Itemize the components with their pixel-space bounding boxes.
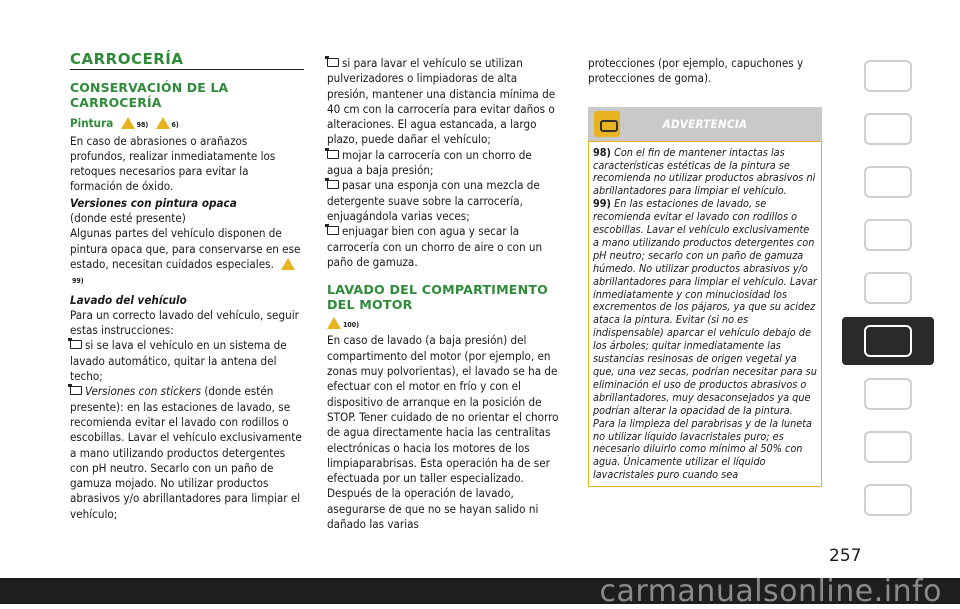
bullet-icon — [327, 58, 339, 67]
bullet-icon — [327, 180, 339, 189]
motor-section-title: LAVADO DEL COMPARTIMENTO DEL MOTOR — [327, 282, 549, 313]
car-info-icon — [864, 113, 912, 145]
bullet-icon — [327, 150, 339, 159]
column-1 — [70, 52, 304, 522]
chapter-tab-maintenance[interactable] — [842, 317, 934, 365]
chapter-tab-multimedia[interactable] — [842, 423, 934, 471]
chapter-tab-dashboard[interactable] — [842, 52, 934, 100]
column-3 — [588, 56, 822, 487]
ref-link-98[interactable]: 98) — [136, 121, 149, 130]
ref-link-6[interactable]: 6) — [171, 121, 179, 130]
warning-box — [588, 141, 822, 488]
opaca-heading: Versiones con pintura opaca — [70, 195, 237, 210]
specs-list-icon — [864, 378, 912, 410]
alphabet-index-icon — [864, 484, 912, 516]
pintura-heading-line — [70, 116, 304, 133]
bullet-icon — [327, 226, 339, 235]
bullet-item: si se lava el vehículo en un sistema de lavado automático, quitar la antena del techo; — [70, 338, 287, 384]
bullet-item: Versiones con stickers (donde estén presente): en las estaciones de lavado, se recomienda evitar el lavado con rodillos o escobillas. Lavar el vehículo exclusivamente a mano utilizando productos detergentes con pH neutro. Secarlo con un paño de gamuza mojado. No utilizar productos abrasivos y/o abrillantadores para limpiar el vehículo; — [70, 384, 302, 521]
bullet-item: enjuagar bien con agua y secar la carrocería con un chorro de aire o con un paño de gamuza. — [327, 224, 543, 269]
bullet-icon — [70, 340, 82, 349]
motor-ref-line — [327, 316, 561, 333]
warning-icon — [281, 258, 295, 270]
footer-watermark: carmanualsonline.info — [599, 574, 942, 609]
page-number: 257 — [829, 546, 862, 566]
paragraph: Algunas partes del vehículo disponen de pintura opaca que, para conservarse en ese estado, necesitan cuidados especiales. 99) — [70, 226, 301, 286]
paragraph: En caso de lavado (a baja presión) del compartimento del motor (por ejemplo, en zonas muy polvorientas), el lavado se ha de efectuar con el motor en frío y con el dispositivo de arranque en la posición de STOP. Tener cuidado de no orientar el chorro de agua directamente hacia las centralitas electrónicas o hacia los motores de los limpiaparabrisas. Esta operación ha de ser efectuada por un taller especializado. Después de la operación de lavado, asegurarse de que no se hayan salido ni dañado las varias — [327, 333, 559, 532]
chapter-tab-lights[interactable] — [842, 158, 934, 206]
chapter-tab-vehicle[interactable] — [842, 105, 934, 153]
warning-icon — [121, 117, 135, 129]
bullet-item: si para lavar el vehículo se utilizan pulverizadores o limpiadoras de alta presión, mantener una distancia mínima de 40 cm con la carrocería para evitar daños o alteraciones. El agua estancada, a largo plazo, puede dañar el vehículo; — [327, 56, 556, 147]
music-icon — [864, 431, 912, 463]
warning-icon — [327, 317, 341, 329]
caution-icon — [156, 117, 170, 129]
chapter-tab-specs[interactable] — [842, 370, 934, 418]
bullet-item: mojar la carrocería con un chorro de agua a baja presión; — [327, 147, 532, 178]
steering-wheel-icon — [864, 219, 912, 251]
ref-link-99[interactable]: 99) — [72, 277, 84, 286]
warning-item: 98) Con el fin de mantener intactas las características estéticas de la pintura se recomienda no utilizar productos abrasivos ni abrillantadores para limpiar el vehículo. — [593, 145, 816, 198]
chapter-sidebar — [842, 52, 934, 529]
bullet-item: pasar una esponja con una mezcla de detergente suave sobre la carrocería, enjuagándola varias veces; — [327, 178, 540, 223]
warning-title: ADVERTENCIA — [662, 116, 748, 131]
warning-banner — [588, 107, 822, 141]
chapter-tab-emergency[interactable] — [842, 264, 934, 312]
light-icon — [864, 166, 912, 198]
section-title: CARROCERÍA — [70, 52, 304, 70]
footer-bar — [0, 574, 960, 609]
ref-link-100[interactable]: 100) — [343, 321, 360, 330]
paragraph: En caso de abrasiones o arañazos profundos, realizar inmediatamente los retoques necesarios para evitar la formación de óxido. — [70, 133, 276, 194]
chapter-tab-index[interactable] — [842, 476, 934, 524]
dashboard-search-icon — [864, 60, 912, 92]
paragraph: protecciones (por ejemplo, capuchones y protecciones de goma). — [588, 56, 804, 86]
column-2 — [327, 56, 561, 532]
lavado-heading: Lavado del vehículo — [70, 292, 187, 307]
chapter-tab-safety[interactable] — [842, 211, 934, 259]
car-wrench-icon — [864, 325, 912, 357]
opaca-note: (donde esté presente) — [70, 211, 186, 226]
subsection-title: CONSERVACIÓN DE LA CARROCERÍA — [70, 80, 229, 111]
warning-item: 99) En las estaciones de lavado, se recomienda evitar el lavado con rodillos o escobillas. Lavar el vehículo exclusivamente a mano utilizando productos detergentes con pH neutro; secarlo con un paño de gamuza húmedo. No utilizar productos abrasivos y/o abrillantadores para limpiar el vehículo. Lavar inmediatamente y con minuciosidad los excrementos de los pájaros, ya que su acidez ataca la pintura. Evitar (si no es indispensable) aparcar el vehículo debajo de los árboles; quitar inmediatamente las sustancias resinosas de origen vegetal ya que, una vez secas, podrían necesitar para su eliminación el uso de productos abrasivos o abrillantadores, muy desaconsejados ya que podrían alterar la opacidad de la pintura. Para la limpieza del parabrisas y de la luneta no utilizar líquido lavacristales puro; es necesario diluirlo como mínimo al 50% con agua. Únicamente utilizar el líquido lavacristales puro cuando sea — [593, 197, 817, 482]
paragraph: Para un correcto lavado del vehículo, seguir estas instrucciones: — [70, 307, 299, 338]
bullet-icon — [70, 386, 82, 395]
pintura-heading: Pintura — [70, 116, 114, 131]
emergency-icon — [864, 272, 912, 304]
